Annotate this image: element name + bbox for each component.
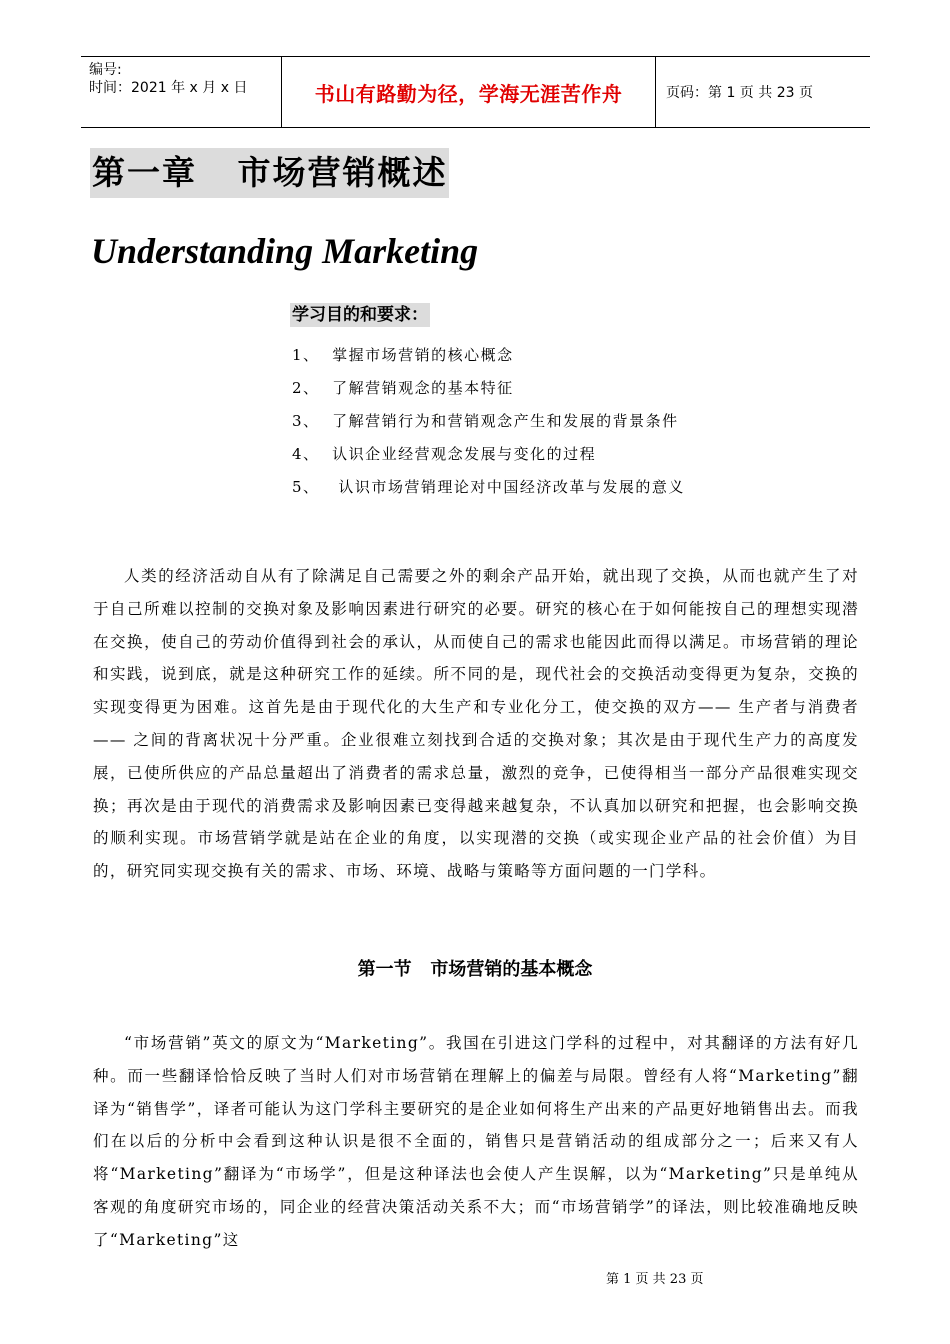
chapter-english-title: Understanding Marketing	[91, 231, 479, 271]
objective-item: 2、 了解营销观念的基本特征	[292, 379, 514, 397]
page-footer: 第 1 页 共 23 页	[606, 1272, 704, 1287]
chapter-title: 第一章 市场营销概述	[90, 148, 449, 198]
document-date: 时间：2021 年 x 月 x 日	[89, 80, 248, 96]
objective-item: 4、 认识企业经营观念发展与变化的过程	[292, 445, 597, 463]
objectives-list	[292, 339, 685, 504]
objective-item: 3、 了解营销行为和营销观念产生和发展的背景条件	[292, 412, 679, 430]
section-paragraph: “市场营销”英文的原文为“Marketing”。我国在引进这门学科的过程中，对其翻译的方法有好几种。而一些翻译恰恰反映了当时人们对市场营销在理解上的偏差与局限。曾经有人将“Marketing”翻译为“销售学”，译者可能认为这门学科主要研究的是企业如何将生产出来的产品更好地销售出去。而我们在以后的分析中会看到这种认识是很不全面的，销售只是营销活动的组成部分之一；后来又有人将“Marketing”翻译为“市场学”，但是这种译法也会使人产生误解，以为“Marketing”只是单纯从客观的角度研究市场的，同企业的经营决策活动关系不大；而“市场营销学”的译法，则比较准确地反映了“Marketing”这	[93, 1034, 859, 1249]
objectives-heading: 学习目的和要求：	[292, 305, 428, 325]
document-number-label: 编号:	[89, 62, 122, 78]
header-page-info: 页码：第 1 页 共 23 页	[666, 85, 813, 101]
document-header	[81, 56, 870, 128]
header-motto: 书山有路勤为径，学海无涯苦作舟	[282, 57, 656, 127]
objective-item: 1、 掌握市场营销的核心概念	[292, 346, 514, 364]
header-meta	[81, 57, 282, 127]
section-title: 第一节 市场营销的基本概念	[357, 959, 593, 980]
objective-item: 5、 认识市场营销理论对中国经济改革与发展的意义	[292, 478, 685, 496]
intro-paragraph: 人类的经济活动自从有了除满足自己需要之外的剩余产品开始，就出现了交换，从而也就产生了对于自己所难以控制的交换对象及影响因素进行研究的必要。研究的核心在于如何能按自己的理想实现潜在交换，使自己的劳动价值得到社会的承认，从而使自己的需求也能因此而得以满足。市场营销的理论和实践，说到底，就是这种研究工作的延续。所不同的是，现代社会的交换活动变得更为复杂，交换的实现变得更为困难。这首先是由于现代化的大生产和专业化分工，使交换的双方—— 生产者与消费者—— 之间的背离状况十分严重。企业很难立刻找到合适的交换对象；其次是由于现代生产力的高度发展，已使所供应的产品总量超出了消费者的需求总量，激烈的竞争，已使得相当一部分产品很难实现交换；再次是由于现代的消费需求及影响因素已变得越来越复杂，不认真加以研究和把握，也会影响交换的顺利实现。市场营销学就是站在企业的角度，以实现潜的交换（或实现企业产品的社会价值）为目的，研究同实现交换有关的需求、市场、环境、战略与策略等方面问题的一门学科。	[93, 567, 859, 881]
